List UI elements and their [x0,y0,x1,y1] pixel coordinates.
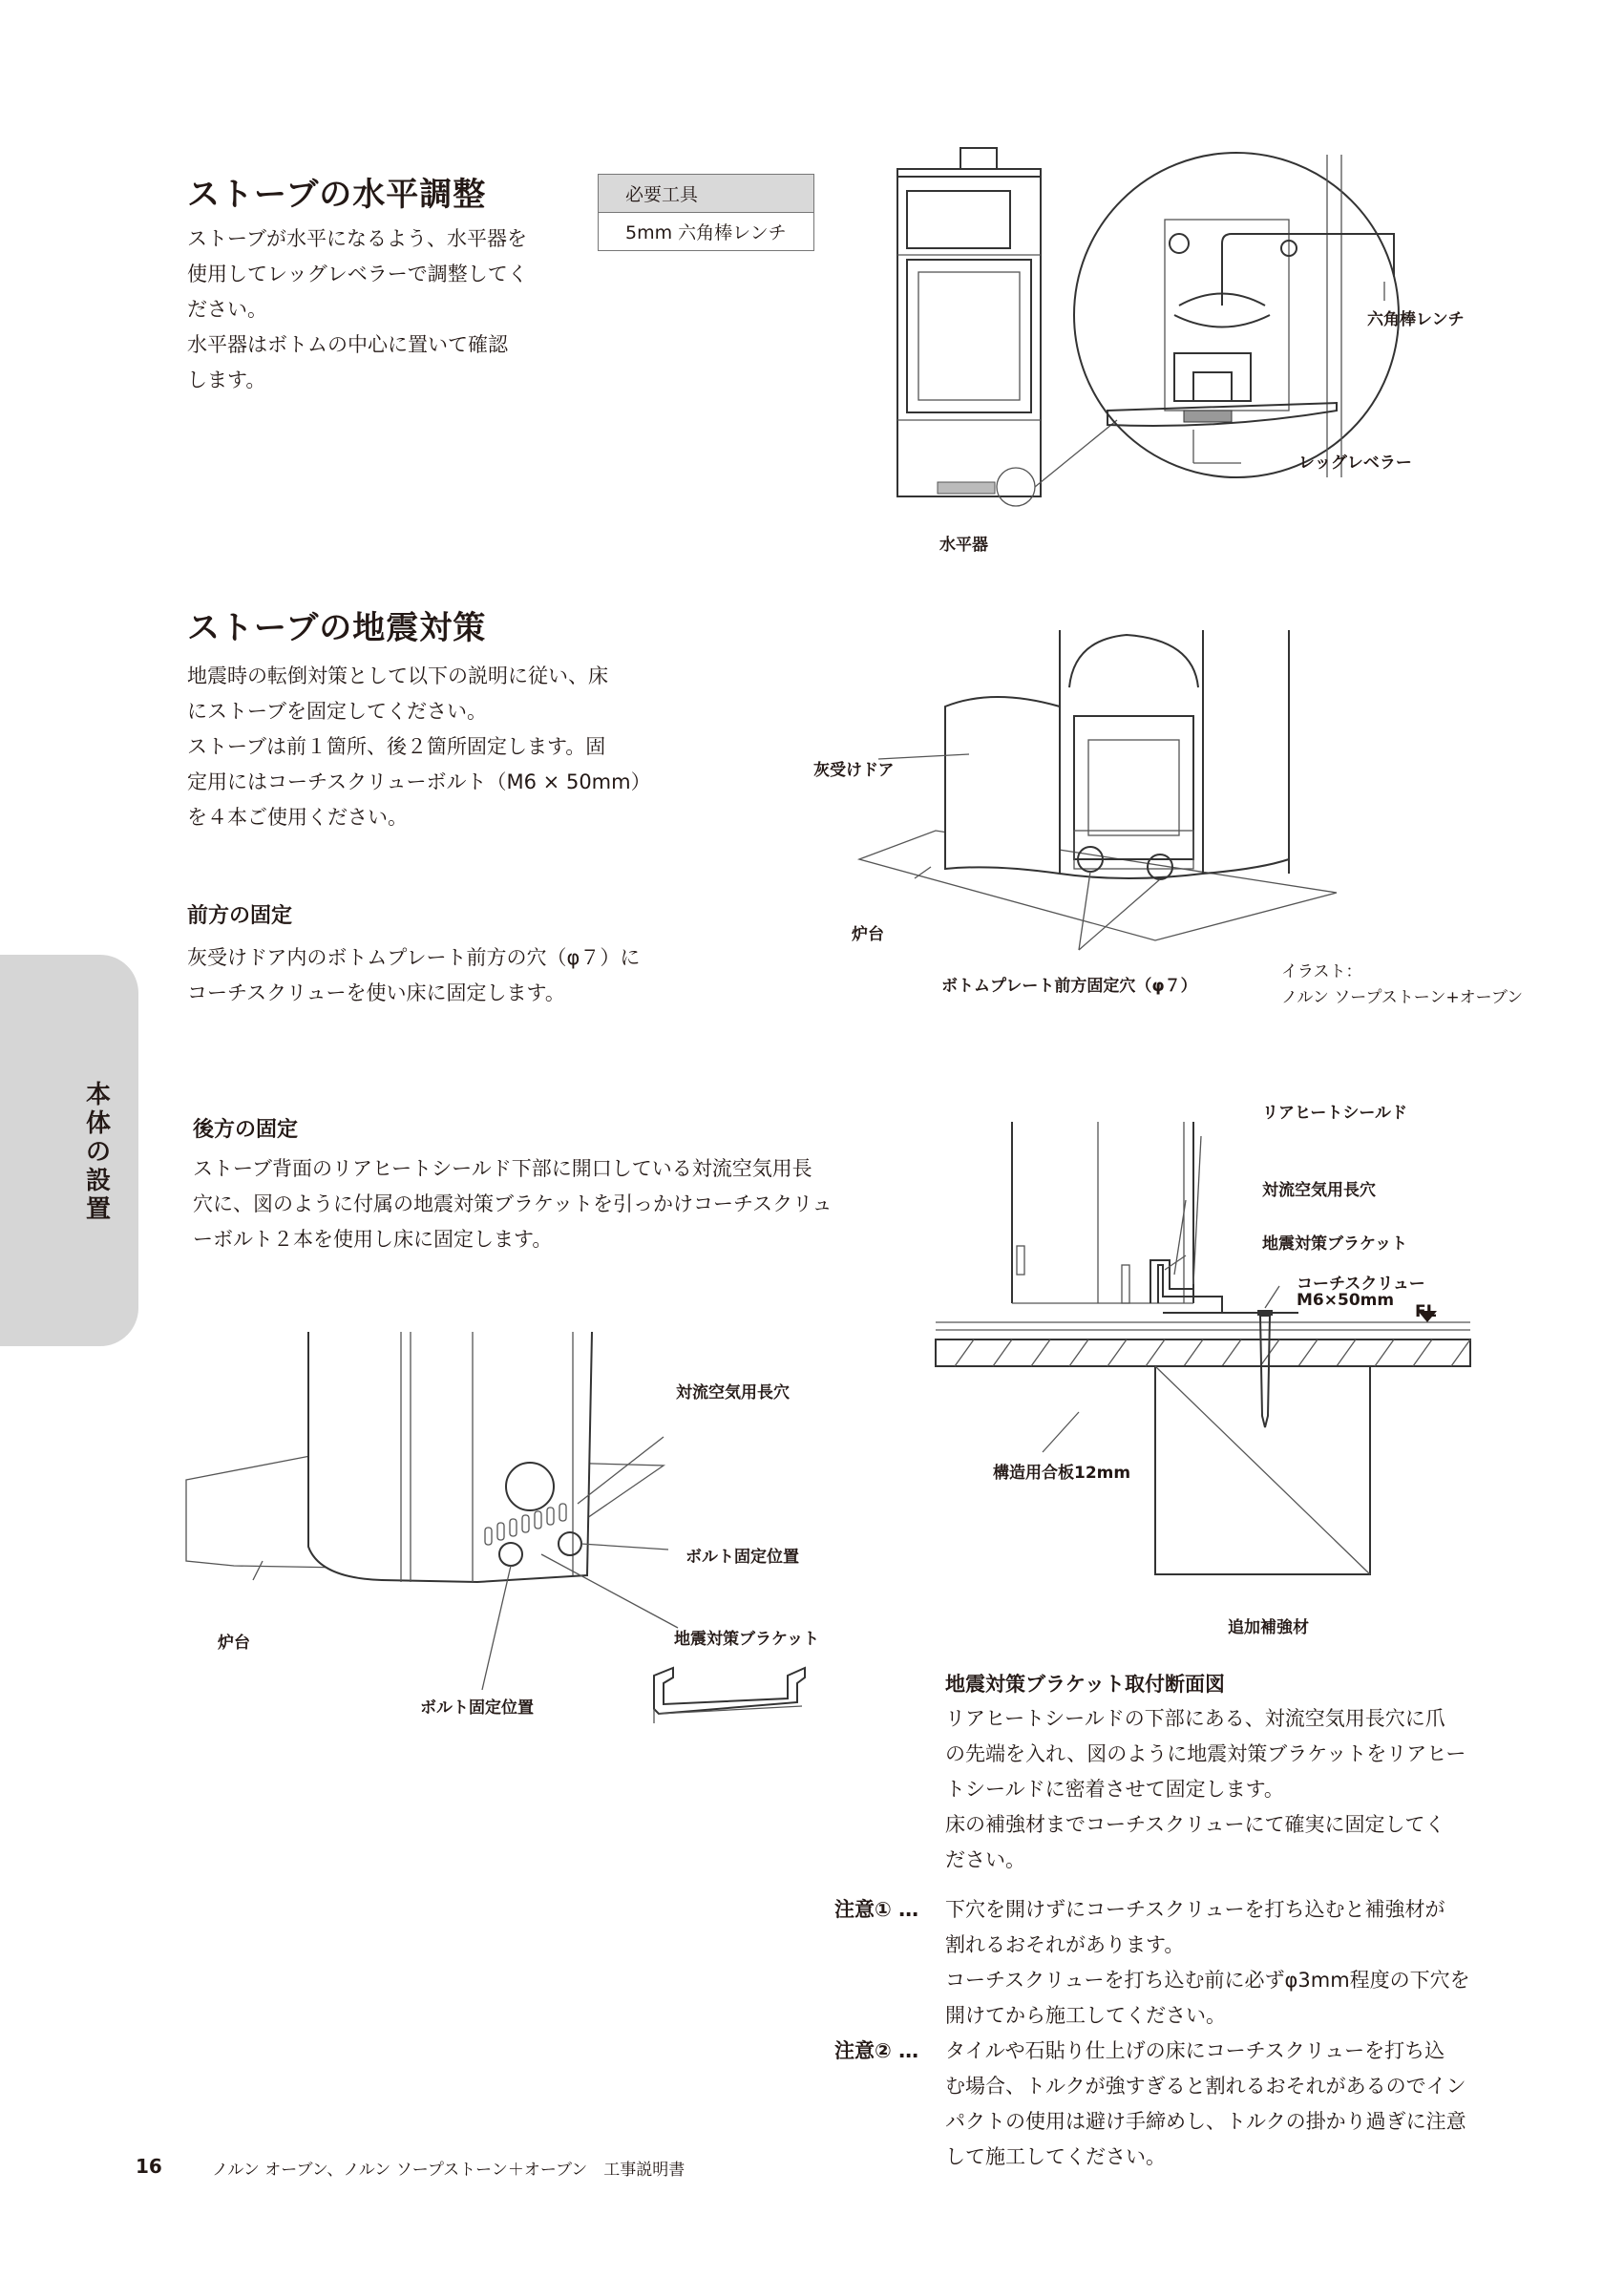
leveling-text [187,221,528,398]
note-line: タイルや石貼り仕上げの床にコーチスクリューを打ち込 [945,2039,1445,2062]
tools-table [598,174,814,251]
paragraph: ーボルト２本を使用し床に固定します。 [193,1228,553,1251]
label-bottom-hole: ボトムプレート前方固定穴（φ７） [941,977,1197,996]
label-plywood: 構造用合板12mm [993,1464,1131,1483]
section-diagram [936,1112,1470,1618]
paragraph: します。 [187,369,266,391]
note-tag: 注意① … [834,1898,919,1921]
note-line: コーチスクリューを打ち込む前に必ずφ3mm程度の下穴を [945,1969,1470,1992]
rear-fix-text [193,1151,832,1257]
paragraph: にストーブを固定してください。 [187,700,487,723]
label-hearth-rear: 炉台 [218,1634,250,1653]
illust-caption-1: イラスト： [1281,962,1362,981]
paragraph: 床の補強材までコーチスクリューにて確実に固定してく [945,1813,1445,1836]
tab-char: 設 [85,1167,111,1195]
paragraph: リアヒートシールドの下部にある、対流空気用長穴に爪 [945,1707,1445,1730]
label-reinforce: 追加補強材 [1228,1618,1309,1637]
paragraph: 定用にはコーチスクリューボルト（M6 × 50mm） [187,770,651,793]
note-line: して施工してください。 [945,2145,1166,2168]
tab-char: 本 [85,1081,111,1109]
note-tag: 注意② … [834,2039,919,2062]
label-rear-shield: リアヒートシールド [1262,1104,1407,1123]
note-line: 下穴を開けずにコーチスクリューを打ち込むと補強材が [945,1898,1445,1921]
label-slot-rear: 対流空気用長穴 [676,1383,790,1403]
label-screw-2: M6×50mm [1297,1291,1395,1310]
leveling-title: ストーブの水平調整 [187,176,487,214]
side-tab [0,955,138,1346]
paragraph: の先端を入れ、図のように地震対策ブラケットをリアヒー [945,1742,1466,1765]
paragraph: ださい。 [945,1848,1025,1871]
note-line: 開けてから施工してください。 [945,2004,1226,2027]
leveling-diagram [859,143,1489,554]
label-hearth-front: 炉台 [852,925,884,944]
label-bracket-section: 地震対策ブラケット [1262,1234,1408,1254]
earthquake-title: ストーブの地震対策 [187,609,487,647]
paragraph: 穴に、図のように付属の地震対策ブラケットを引っかけコーチスクリュ [193,1192,833,1215]
illust-caption-2: ノルン ソープストーン+オーブン [1281,988,1524,1007]
section-caption-text [945,1701,1466,1878]
paragraph: ストーブ背面のリアヒートシールド下部に開口している対流空気用長 [193,1157,812,1180]
section-caption-heading: 地震対策ブラケット取付断面図 [945,1673,1225,1696]
tools-header: 必要工具 [599,175,814,213]
note-line: パクトの使用は避け手締めし、トルクの掛かり過ぎに注意 [945,2110,1466,2133]
rear-fix-heading: 後方の固定 [193,1118,299,1142]
label-bracket-rear: 地震対策ブラケット [674,1630,820,1649]
label-level: 水平器 [939,536,988,555]
label-bolt-pos-1: ボルト固定位置 [685,1548,799,1567]
paragraph: を４本ご使用ください。 [187,806,408,829]
paragraph: 地震時の転倒対策として以下の説明に従い、床 [187,664,608,687]
front-fix-diagram [840,630,1356,955]
paragraph: 水平器はボトムの中心に置いて確認 [187,333,508,356]
paragraph: 灰受けドア内のボトムプレート前方の穴（φ７）に [187,946,641,969]
footer-title: ノルン オーブン、ノルン ソープストーン＋オーブン 工事説明書 [212,2161,685,2180]
paragraph: ださい。 [187,298,267,321]
label-screw-1: コーチスクリュー [1297,1275,1425,1294]
paragraph: コーチスクリューを使い床に固定します。 [187,981,565,1004]
tools-item: 5mm 六角棒レンチ [599,213,814,251]
note-line: 割れるおそれがあります。 [945,1933,1185,1956]
note-1 [834,1892,1470,2034]
side-tab-text [84,1081,113,1224]
front-fix-text [187,940,640,1011]
tab-char: 体 [85,1109,111,1138]
label-bolt-pos-2: ボルト固定位置 [420,1698,534,1718]
label-fl: FL [1415,1302,1437,1321]
paragraph: ストーブは前１箇所、後２箇所固定します。固 [187,735,606,758]
label-leveler: レッグレベラー [1298,453,1412,473]
note-2 [834,2034,1466,2175]
page-number: 16 [136,2155,162,2178]
paragraph: ストーブが水平になるよう、水平器を [187,227,527,250]
note-line: む場合、トルクが強すぎると割れるおそれがあるのでイン [945,2075,1466,2098]
paragraph: トシールドに密着させて固定します。 [945,1778,1284,1801]
label-wrench: 六角棒レンチ [1367,310,1465,329]
paragraph: 使用してレッグレベラーで調整してく [187,263,528,285]
tab-char: の [85,1138,111,1167]
earthquake-text [187,659,651,835]
front-fix-heading: 前方の固定 [187,904,293,928]
tab-char: 置 [85,1195,111,1224]
label-slot-section: 対流空気用長穴 [1262,1181,1376,1200]
label-ash-door: 灰受けドア [813,761,895,780]
